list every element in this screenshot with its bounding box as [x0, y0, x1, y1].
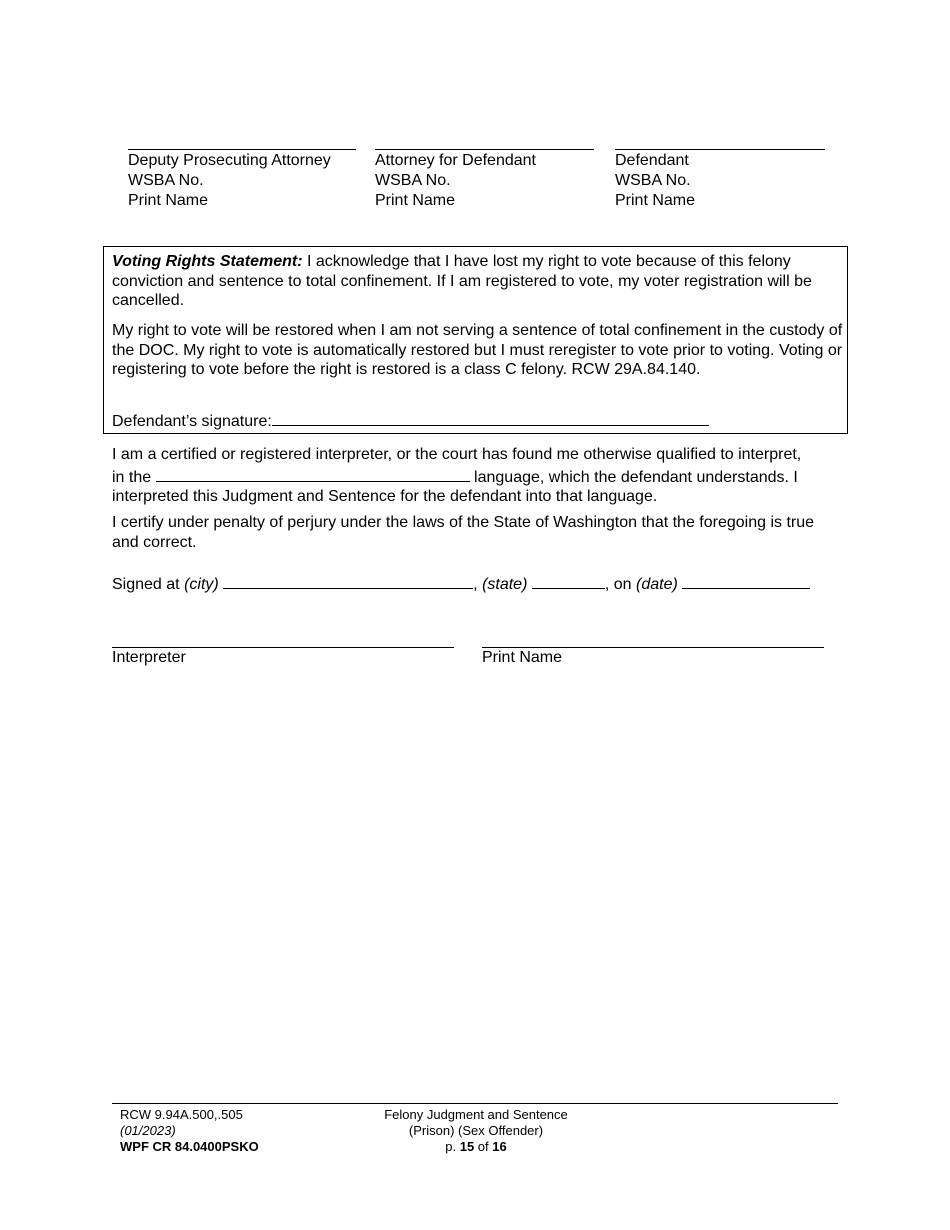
- footer-center: [356, 1107, 596, 1155]
- defendant-signature-row: [112, 409, 709, 432]
- page-number: p. 15 of 16: [445, 1139, 507, 1154]
- interpreter-paragraph: I am a certified or registered interpreter, or the court has found me otherwise qualified to interpret, in the language, which the defendant understands. I interpreted this Judgment and Sentence for the defendant into that language.: [112, 446, 802, 505]
- signature-line[interactable]: [128, 140, 356, 150]
- state-blank[interactable]: [532, 572, 605, 589]
- signature-role: Defendant: [615, 152, 689, 169]
- footer-rcw: RCW 9.94A.500,.505: [120, 1107, 243, 1122]
- wsba-label: WSBA No.: [375, 172, 451, 189]
- wsba-label: WSBA No.: [128, 172, 204, 189]
- signature-role: Deputy Prosecuting Attorney: [128, 152, 331, 169]
- footer-title: Felony Judgment and Sentence: [384, 1107, 568, 1122]
- print-name-label: Print Name: [375, 192, 456, 209]
- certification-paragraph: I certify under penalty of perjury under the laws of the State of Washington that the foregoing is true and correct.: [112, 514, 815, 551]
- signed-at-row: Signed at (city) , (state) , on (date): [112, 572, 810, 595]
- print-name-label: Print Name: [615, 192, 696, 209]
- signature-line[interactable]: [375, 140, 594, 150]
- city-blank[interactable]: [223, 572, 473, 589]
- footer-left: [120, 1107, 259, 1155]
- signature-line[interactable]: [615, 140, 825, 150]
- language-blank[interactable]: [156, 465, 470, 482]
- voting-rights-paragraph-2: My right to vote will be restored when I am not serving a sentence of total confinement in the custody of the DOC. My right to vote is automatically restored but I must reregister to vote prior to voting. Voting or registering to vote before the right is restored is a class C felony. RCW 29A.84.140.: [112, 322, 843, 378]
- footer-form-id: WPF CR 84.0400PSKO: [120, 1139, 259, 1154]
- footer-subtitle: (Prison) (Sex Offender): [408, 1123, 544, 1138]
- print-name-label: Print Name: [482, 649, 563, 666]
- defendant-signature-line[interactable]: [272, 409, 709, 426]
- footer-divider: [112, 1103, 838, 1104]
- signature-block-defense-attorney: [375, 140, 594, 211]
- interpreter-label: Interpreter: [112, 649, 186, 666]
- voting-rights-heading: Voting Rights Statement:: [112, 253, 303, 270]
- print-name-label: Print Name: [128, 192, 209, 209]
- date-blank[interactable]: [682, 572, 810, 589]
- wsba-label: WSBA No.: [615, 172, 691, 189]
- signature-block-defendant: [615, 140, 825, 211]
- defendant-signature-label: Defendant’s signature:: [112, 413, 272, 430]
- signature-block-prosecutor: [128, 140, 356, 211]
- signature-role: Attorney for Defendant: [375, 152, 536, 169]
- voting-rights-paragraph-1: Voting Rights Statement: I acknowledge that I have lost my right to vote because of this felony conviction and sentence to total confinement. If I am registered to vote, my voter registration will be cancelled.: [112, 253, 812, 309]
- footer-date: (01/2023): [120, 1123, 176, 1138]
